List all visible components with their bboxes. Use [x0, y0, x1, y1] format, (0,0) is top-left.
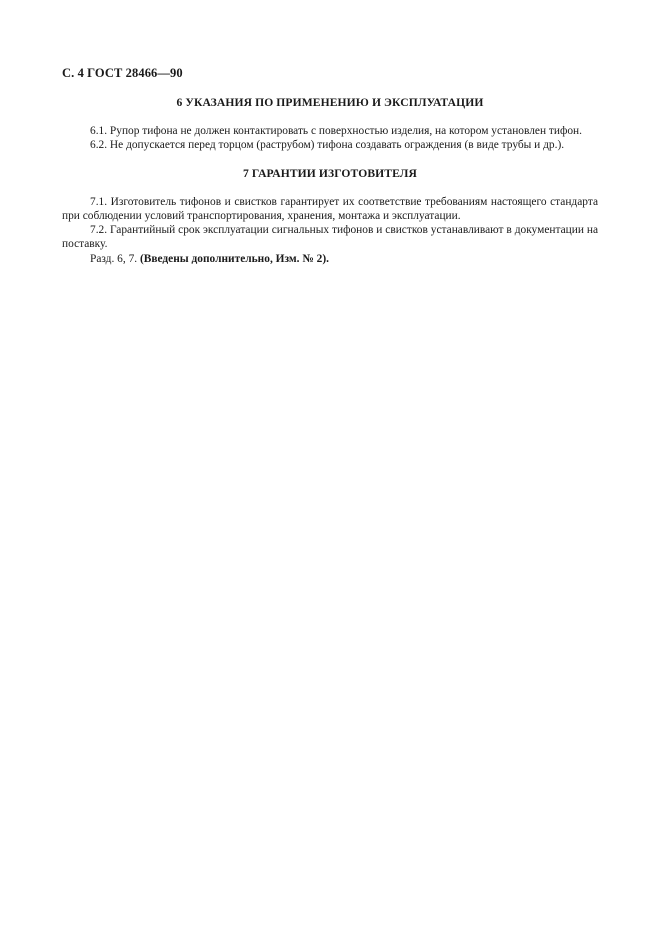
section-6-title: 6 УКАЗАНИЯ ПО ПРИМЕНЕНИЮ И ЭКСПЛУАТАЦИИ — [176, 96, 484, 109]
paragraph-7-1: 7.1. Изготовитель тифонов и свистков гарантирует их соответствие требованиям настоящего стандарта при соблюдении условий транспортирования, хранения, монтажа и эксплуатации. — [62, 195, 598, 223]
section-7-title: 7 ГАРАНТИИ ИЗГОТОВИТЕЛЯ — [242, 166, 418, 180]
amendment-note-bold: (Введены дополнительно, Изм. № 2). — [139, 252, 329, 265]
amendment-note — [62, 252, 598, 266]
paragraph-6-2: 6.2. Не допускается перед торцом (раструбом) тифона создавать ограждения (в виде трубы и др.). — [90, 139, 565, 152]
paragraph-7-2: 7.2. Гарантийный срок эксплуатации сигнальных тифонов и свистков устанавливают в документации на поставку. — [62, 224, 598, 251]
document-body — [62, 96, 598, 266]
amendment-note-prefix: Разд. 6, 7. — [90, 252, 140, 265]
paragraph-6-1: 6.1. Рупор тифона не должен контактировать с поверхностью изделия, на котором установлен тифон. — [90, 125, 583, 138]
page-running-header: С. 4 ГОСТ 28466—90 — [62, 66, 183, 80]
